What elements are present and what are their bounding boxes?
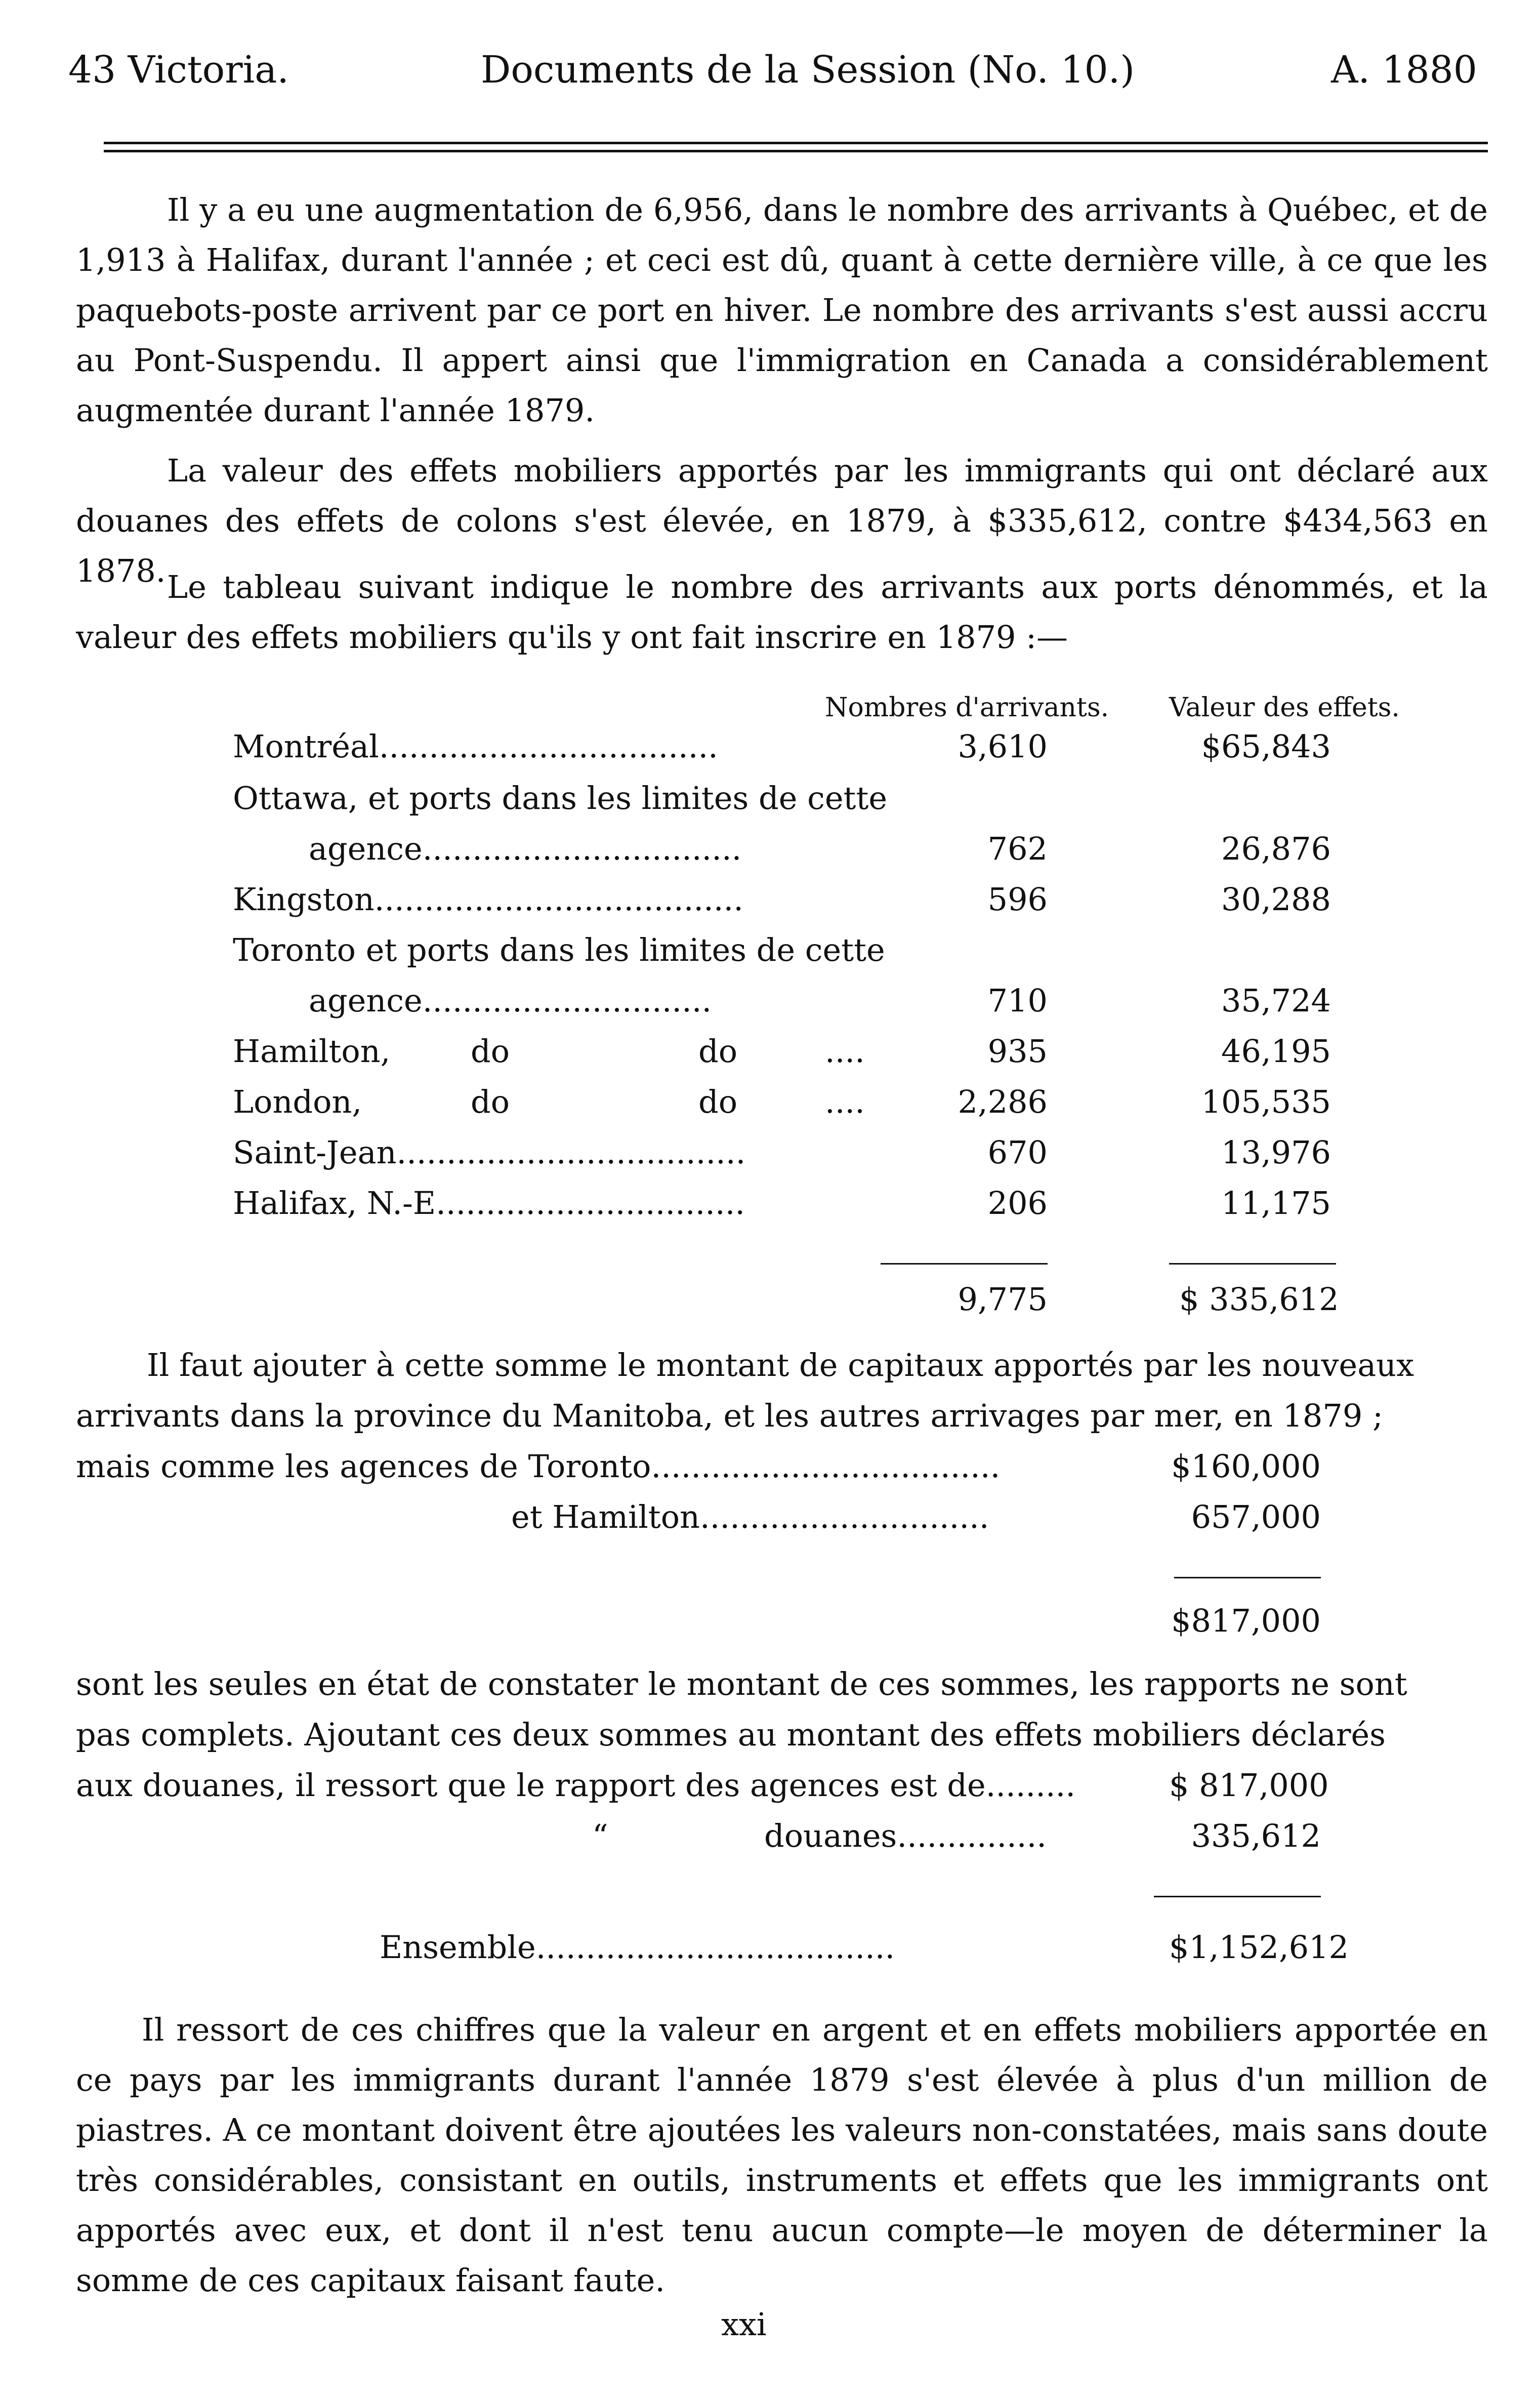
agencies-toronto-value: $160,000 — [1171, 1448, 1321, 1485]
row-label-text: agence — [309, 982, 423, 1019]
total-rule-arrivals — [881, 1263, 1048, 1265]
summary-ensemble-line — [380, 1929, 895, 1966]
table-row-label — [233, 728, 718, 765]
summary-customs-line — [764, 1817, 1047, 1854]
summary-line2-text: douanes — [764, 1817, 897, 1854]
row-label-text: Saint-Jean — [233, 1134, 397, 1171]
table-row-value: 35,724 — [1221, 982, 1331, 1019]
table-row-value: 30,288 — [1221, 881, 1331, 918]
table-row-arrivals: 935 — [987, 1033, 1048, 1070]
leader-dots: .................................... — [535, 1929, 895, 1966]
agencies-total-value: $817,000 — [1171, 1602, 1321, 1639]
header-rule-top — [104, 142, 1488, 144]
table-total-value: $ 335,612 — [1179, 1281, 1339, 1318]
header-center: Documents de la Session (No. 10.) — [481, 48, 1135, 92]
header-left: 43 Victoria. — [68, 48, 289, 92]
table-row-arrivals: 710 — [987, 982, 1048, 1019]
table-row-label: Ottawa, et ports dans les limites de cette — [233, 780, 888, 817]
agencies-hamilton-value: 657,000 — [1191, 1498, 1321, 1535]
row-label-text: agence — [309, 830, 423, 867]
table-row-value: 105,535 — [1201, 1083, 1331, 1120]
leader-dots: .... — [825, 1083, 865, 1120]
paragraph-4-line-2: arrivants dans la province du Manitoba, et les autres arrivages par mer, en 1879 ; — [76, 1397, 1383, 1434]
table-row-label-continued — [309, 982, 712, 1019]
table-row-value: 46,195 — [1221, 1033, 1331, 1070]
paragraph-5-line-1: sont les seules en état de constater le montant de ces sommes, les rapports ne sont — [76, 1665, 1407, 1702]
table-row-arrivals: 596 — [987, 881, 1048, 918]
paragraph-6-text: Il ressort de ces chiffres que la valeur en argent et en effets mobiliers apportée en ce pays par les immigrants durant l'année 1879 s'est élevée à plus d'un million de piastres. A ce montant doivent être ajoutées les valeurs non-constatées, mais sans doute très considérables, consistant en outils, instruments et effets que les immigrants ont apportés avec eux, et dont il n'est tenu aucun compte—le moyen de déterminer la somme de ces capitaux faisant faute. — [76, 2011, 1488, 2299]
ditto-mark: do — [471, 1033, 510, 1070]
paragraph-4-line-1: Il faut ajouter à cette somme le montant de capitaux apportés par les nouveaux — [147, 1347, 1414, 1383]
summary-agencies-line — [76, 1767, 1075, 1804]
paragraph-2-text: La valeur des effets mobiliers apportés par les immigrants qui ont déclaré aux douanes des effets de colons s'est élevée, en 1879, à $335,612, contre $434,563 en 1878. — [76, 452, 1488, 589]
table-row-label: Hamilton, — [233, 1033, 391, 1070]
row-label-text: Kingston — [233, 881, 374, 918]
header-rule-bottom — [104, 150, 1488, 152]
total-rule-value — [1169, 1263, 1336, 1265]
page-number: xxi — [721, 2306, 767, 2343]
summary-total-rule — [1154, 1896, 1321, 1897]
table-row-value: $65,843 — [1201, 728, 1331, 765]
summary-ditto-mark: “ — [592, 1817, 608, 1854]
leader-dots: ............... — [897, 1817, 1047, 1854]
ditto-mark: do — [698, 1083, 738, 1120]
paragraph-3-text: Le tableau suivant indique le nombre des arrivants aux ports dénommés, et la valeur des effets mobiliers qu'ils y ont fait inscrire en 1879 :— — [76, 568, 1488, 656]
header-right: A. 1880 — [1331, 48, 1477, 92]
summary-customs-value: 335,612 — [1191, 1817, 1321, 1854]
leader-dots: .................................. — [379, 728, 718, 765]
leader-dots: ................................... — [651, 1448, 1001, 1485]
ditto-mark: do — [471, 1083, 510, 1120]
summary-agencies-value: $ 817,000 — [1169, 1767, 1329, 1804]
ditto-mark: do — [698, 1033, 738, 1070]
table-row-value: 11,175 — [1221, 1185, 1331, 1222]
leader-dots: ............................. — [699, 1498, 989, 1535]
table-row-label — [233, 881, 743, 918]
agencies-toronto-label — [76, 1448, 1000, 1485]
table-row-arrivals: 206 — [987, 1185, 1048, 1222]
agencies-hamilton-text: et Hamilton — [511, 1498, 700, 1535]
paragraph-6 — [76, 2005, 1488, 2305]
table-row-arrivals: 762 — [987, 830, 1048, 867]
row-label-text: Montréal — [233, 728, 379, 765]
leader-dots: .... — [825, 1033, 865, 1070]
table-row-label — [233, 1134, 745, 1171]
table-row-label-continued — [309, 830, 741, 867]
summary-ensemble-value: $1,152,612 — [1169, 1929, 1349, 1966]
table-row-label: Toronto et ports dans les limites de cette — [233, 931, 885, 968]
leader-dots: ............................. — [422, 982, 712, 1019]
paragraph-3 — [76, 562, 1488, 662]
summary-line1-text: aux douanes, il ressort que le rapport des agences est de — [76, 1767, 986, 1804]
paragraph-5-line-2: pas complets. Ajoutant ces deux sommes au montant des effets mobiliers déclarés — [76, 1716, 1386, 1753]
table-total-arrivals: 9,775 — [958, 1281, 1048, 1318]
table-row-value: 13,976 — [1221, 1134, 1331, 1171]
agencies-hamilton-label — [511, 1498, 989, 1535]
table-row-arrivals: 2,286 — [958, 1083, 1048, 1120]
column-heading-arrivals: Nombres d'arrivants. — [825, 693, 1109, 723]
leader-dots: ............................... — [436, 1185, 745, 1222]
table-row-arrivals: 3,610 — [958, 728, 1048, 765]
leader-dots: ................................ — [422, 830, 742, 867]
paragraph-1-text: Il y a eu une augmentation de 6,956, dans le nombre des arrivants à Québec, et de 1,913 à Halifax, durant l'année ; et ceci est dû, quant à cette dernière ville, à ce que les paquebots-poste arrivent par ce port en hiver. Le nombre des arrivants s'est aussi accru au Pont-Suspendu. Il appert ainsi que l'immigration en Canada a considérablement augmentée durant l'année 1879. — [76, 191, 1488, 429]
row-label-text: Halifax, N.-E — [233, 1185, 436, 1222]
leader-dots: ......... — [985, 1767, 1076, 1804]
agencies-total-rule — [1174, 1577, 1321, 1578]
agencies-intro-text: mais comme les agences de Toronto — [76, 1448, 651, 1485]
paragraph-1 — [76, 185, 1488, 435]
leader-dots: ..................................... — [374, 881, 743, 918]
table-row-label: London, — [233, 1083, 362, 1120]
column-heading-value: Valeur des effets. — [1169, 693, 1400, 723]
ensemble-label: Ensemble — [380, 1929, 536, 1966]
table-row-value: 26,876 — [1221, 830, 1331, 867]
table-row-arrivals: 670 — [987, 1134, 1048, 1171]
leader-dots: ................................... — [396, 1134, 746, 1171]
table-row-label — [233, 1185, 745, 1222]
